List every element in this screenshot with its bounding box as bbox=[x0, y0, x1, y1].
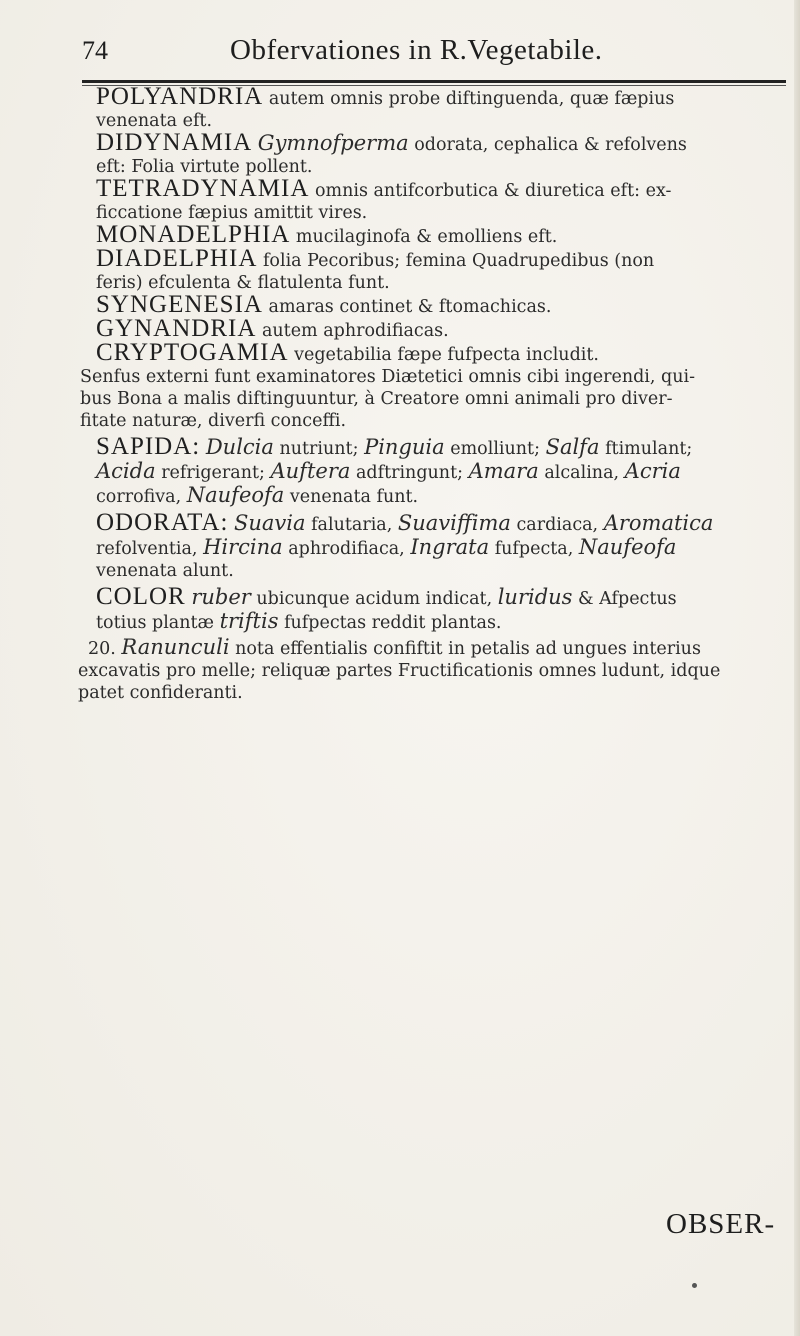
entry-didynamia: DIDYNAMIA Gymnofperma odorata, cephalica & refolvens eft: Folia virtute pollent. bbox=[96, 129, 687, 177]
entry-monadelphia: MONADELPHIA mucilaginofa & emolliens eft. bbox=[96, 221, 558, 248]
entry-gynandria: GYNANDRIA autem aphrodifiacas. bbox=[96, 315, 449, 342]
page-number: 74 bbox=[82, 36, 108, 65]
entry-sapida: SAPIDA: Dulcia nutriunt; Pinguia emolliunt; Salfa ftimulant; Acida refrigerant; Auftera adftringunt; Amara alcalina, Acria corrofiva, Naufeofa venenata funt. bbox=[96, 433, 693, 507]
paragraph-sensus: Senfus externi funt examinatores Diætetici omnis cibi ingerendi, qui- bus Bona a malis diftinguuntur, à Creatore omni animali pro diver- fitate naturæ, diverfi conceffi. bbox=[80, 367, 696, 431]
catchword: OBSER- bbox=[666, 1208, 776, 1240]
entry-tetradynamia: TETRADYNAMIA omnis antifcorbutica & diuretica eft: ex- ficcatione fæpius amittit vires. bbox=[96, 175, 672, 223]
paragraph-ranunculi: 20. Ranunculi nota effentialis confiftit in petalis ad ungues interius excavatis pro melle; reliquæ partes Fructificationis omnes ludunt, idque patet confideranti. bbox=[78, 635, 721, 703]
entry-cryptogamia: CRYPTOGAMIA vegetabilia fæpe fufpecta includit. bbox=[96, 339, 599, 366]
entry-diadelphia: DIADELPHIA folia Pecoribus; femina Quadrupedibus (non feris) efculenta & flatulenta funt. bbox=[96, 245, 655, 293]
body-text bbox=[78, 83, 786, 704]
page-header bbox=[82, 36, 722, 76]
ink-speck bbox=[692, 1283, 697, 1288]
page-edge bbox=[794, 0, 800, 1336]
entry-color: COLOR ruber ubicunque acidum indicat, luridus & Afpectus totius plantæ triftis fufpectas reddit plantas. bbox=[96, 583, 677, 633]
entry-polyandria: POLYANDRIA autem omnis probe diftinguenda, quæ fæpius venenata eft. bbox=[96, 83, 675, 131]
running-title: Obfervationes in R.Vegetabile. bbox=[230, 34, 603, 66]
entry-syngenesia: SYNGENESIA amaras continet & ftomachicas. bbox=[96, 291, 552, 318]
entry-odorata: ODORATA: Suavia falutaria, Suaviffima cardiaca, Aromatica refolventia, Hircina aphrodifiaca, Ingrata fufpecta, Naufeofa venenata alunt. bbox=[96, 509, 714, 581]
